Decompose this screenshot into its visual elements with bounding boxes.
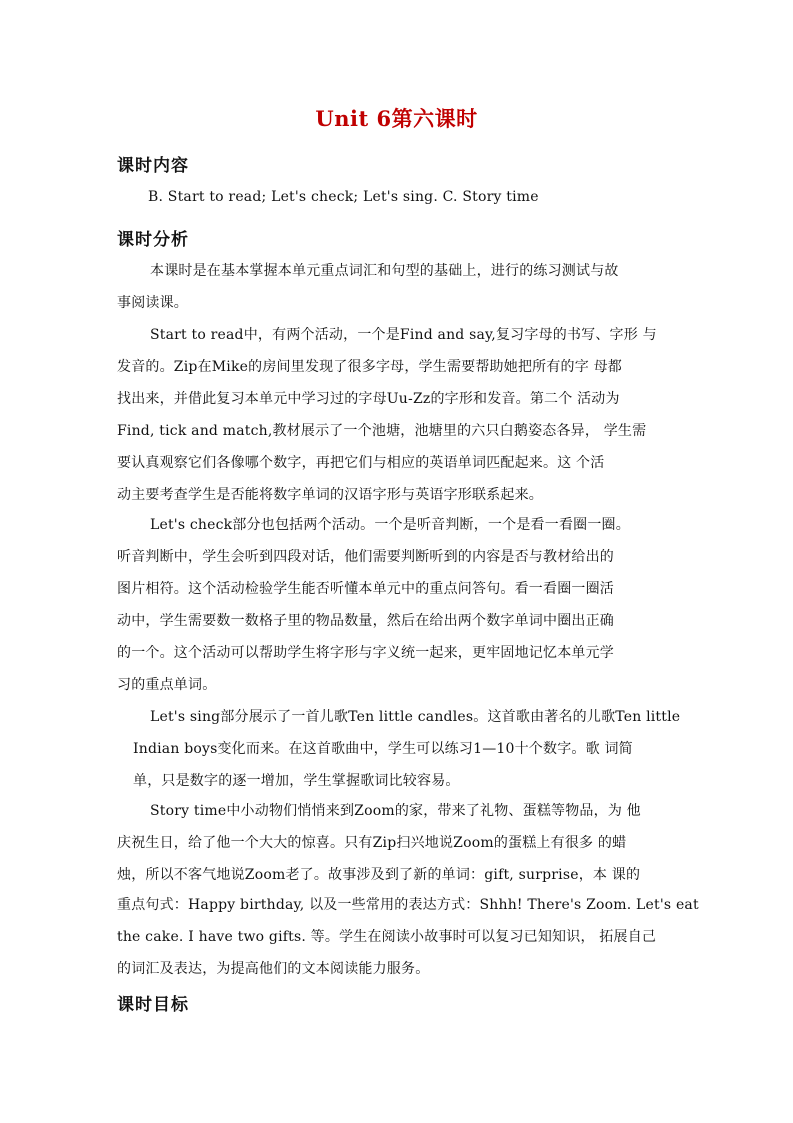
paragraph-line: Let's sing部分展示了一首儿歌Ten little candles。这首歌由著名的儿歌Ten little: [150, 709, 681, 725]
paragraph-line: 本课时是在基本掌握本单元重点词汇和句型的基础上，进行的练习测试与故: [150, 263, 619, 279]
heading-lesson-analysis: 课时分析: [117, 230, 189, 250]
paragraph-line: Indian boys变化而来。在这首歌曲中，学生可以练习1—10十个数字。歌 词简: [133, 741, 633, 757]
paragraph-line: 听音判断中，学生会听到四段对话，他们需要判断听到的内容是否与教材给出的: [117, 549, 614, 565]
paragraph-line: 重点句式：Happy birthday, 以及一些常用的表达方式：Shhh! There's Zoom. Let's eat: [117, 897, 699, 913]
paragraph-line: 的词汇及表达，为提高他们的文本阅读能力服务。: [117, 961, 430, 977]
page-title: Unit 6第六课时: [315, 106, 478, 131]
heading-lesson-goals: 课时目标: [117, 995, 189, 1015]
paragraph-line: 习的重点单词。: [117, 677, 217, 693]
heading-lesson-content: 课时内容: [117, 156, 189, 176]
paragraph-line: Find, tick and match,教材展示了一个池塘，池塘里的六只白鹅姿态各异， 学生需: [117, 423, 647, 439]
paragraph-line: 事阅读课。: [117, 295, 188, 311]
paragraph-line: 图片相符。这个活动检验学生能否听懂本单元中的重点问答句。看一看圈一圈活: [117, 581, 614, 597]
paragraph-line: 动中，学生需要数一数格子里的物品数量，然后在给出两个数字单词中圈出正确: [117, 613, 614, 629]
paragraph-line: the cake. I have two gifts. 等。学生在阅读小故事时可以复习已知知识， 拓展自己: [117, 929, 657, 945]
paragraph-line: 找出来，并借此复习本单元中学习过的字母Uu-Zz的字形和发音。第二个 活动为: [117, 391, 620, 407]
paragraph-line: 动主要考查学生是否能将数字单词的汉语字形与英语字形联系起来。: [117, 487, 543, 503]
paragraph-line: 烛，所以不客气地说Zoom老了。故事涉及到了新的单词：gift, surprise，本 课的: [117, 867, 641, 883]
paragraph-line: 单，只是数字的逐一增加，学生掌握歌词比较容易。: [133, 773, 460, 789]
paragraph-line: 的一个。这个活动可以帮助学生将字形与字义统一起来，更牢固地记忆本单元学: [117, 645, 614, 661]
paragraph-line: Story time中小动物们悄悄来到Zoom的家，带来了礼物、蛋糕等物品，为 他: [150, 803, 641, 819]
paragraph-line: 庆祝生日，给了他一个大大的惊喜。只有Zip扫兴地说Zoom的蛋糕上有很多 的蜡: [117, 835, 627, 851]
paragraph-line: Start to read中，有两个活动，一个是Find and say,复习字母的书写、字形 与: [150, 327, 657, 343]
paragraph-line: 要认真观察它们各像哪个数字，再把它们与相应的英语单词匹配起来。这 个活: [117, 455, 605, 471]
lesson-content-text: B. Start to read; Let's check; Let's sing. C. Story time: [148, 189, 539, 205]
paragraph-line: 发音的。Zip在Mike的房间里发现了很多字母，学生需要帮助她把所有的字 母都: [117, 359, 622, 375]
paragraph-line: Let's check部分也包括两个活动。一个是听音判断，一个是看一看圈一圈。: [150, 517, 630, 533]
